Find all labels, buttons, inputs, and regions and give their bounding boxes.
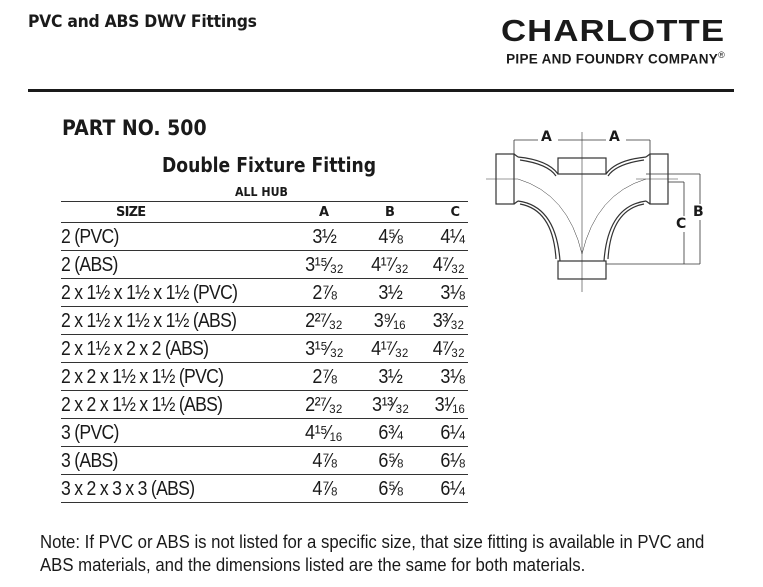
dimension-label-c: C (676, 216, 687, 232)
cell-a: 2²⁷⁄₃₂ (305, 394, 343, 416)
table-row (61, 447, 468, 475)
cell-a: 3¹⁵⁄₃₂ (304, 338, 344, 360)
cell-a: 4⅞ (311, 478, 337, 500)
table-row (61, 307, 468, 335)
cell-a: 3½ (311, 226, 337, 248)
cell-b: 6¾ (377, 422, 403, 444)
cell-c: 3³⁄₃₂ (433, 310, 465, 332)
cell-c: 6⅛ (440, 450, 465, 472)
cell-b: 4⅝ (377, 226, 403, 248)
cell-b: 3⁹⁄₁₆ (374, 310, 406, 332)
cell-c: 6¼ (440, 422, 465, 444)
column-header-size: SIZE (116, 204, 146, 220)
cell-size: 2 (PVC) (61, 226, 119, 248)
cell-size: 3 x 2 x 3 x 3 (ABS) (61, 478, 195, 500)
cell-a: 2⅞ (311, 366, 337, 388)
logo-wordmark: CHARLOTTE (500, 13, 725, 48)
cell-b: 4¹⁷⁄₃₂ (371, 254, 409, 276)
registered-mark: ® (718, 50, 725, 60)
charlotte-logo (500, 13, 725, 68)
cell-c: 3⅛ (440, 366, 465, 388)
cell-a: 3¹⁵⁄₃₂ (304, 254, 344, 276)
table-row (61, 363, 468, 391)
footnote-line-2: ABS materials, and the dimensions listed are the same for both materials. (40, 555, 586, 575)
cell-c: 6¼ (440, 478, 465, 500)
cell-c: 4⁷⁄₃₂ (432, 338, 465, 360)
cell-size: 2 x 2 x 1½ x 1½ (PVC) (61, 366, 224, 388)
cell-size: 2 x 1½ x 1½ x 1½ (PVC) (61, 282, 238, 304)
cell-size: 2 x 1½ x 2 x 2 (ABS) (61, 338, 209, 360)
cell-a: 2²⁷⁄₃₂ (305, 310, 343, 332)
cell-c: 4⁷⁄₃₂ (432, 254, 465, 276)
dimension-label-a-left: A (541, 129, 552, 145)
cell-size: 2 x 1½ x 1½ x 1½ (ABS) (61, 310, 237, 332)
dimensions-table (61, 201, 468, 503)
cell-b: 3¹³⁄₃₂ (371, 394, 409, 416)
cell-size: 2 (ABS) (61, 254, 118, 276)
fitting-title: Double Fixture Fitting (162, 153, 377, 177)
footnote-line-1: Note: If PVC or ABS is not listed for a specific size, that size fitting is available in PVC and (40, 532, 705, 552)
part-number: PART NO. 500 (62, 116, 207, 140)
cell-size: 2 x 2 x 1½ x 1½ (ABS) (61, 394, 223, 416)
fitting-diagram (478, 124, 718, 292)
column-header-c: C (450, 204, 460, 220)
document-title: PVC and ABS DWV Fittings (28, 12, 257, 32)
table-row (61, 475, 468, 503)
logo-tagline (506, 47, 725, 68)
table-row (61, 391, 468, 419)
column-header-a: A (318, 204, 330, 220)
cell-b: 4¹⁷⁄₃₂ (371, 338, 409, 360)
column-header-b: B (385, 204, 395, 220)
header-divider (28, 89, 734, 92)
fitting-subtitle: ALL HUB (235, 184, 288, 199)
cell-a: 2⅞ (311, 282, 337, 304)
cell-b: 6⅝ (377, 450, 403, 472)
cell-b: 3½ (377, 282, 403, 304)
cell-c: 4¼ (440, 226, 465, 248)
cell-size: 3 (ABS) (61, 450, 118, 472)
cell-b: 3½ (377, 366, 403, 388)
logo-tagline-text: PIPE AND FOUNDRY COMPANY (506, 51, 719, 67)
cell-b: 6⅝ (377, 478, 403, 500)
cell-a: 4⅞ (311, 450, 337, 472)
dimension-label-b: B (693, 204, 704, 220)
table-row (61, 419, 468, 447)
table-row (61, 223, 468, 251)
table-row (61, 251, 468, 279)
cell-size: 3 (PVC) (61, 422, 119, 444)
table-row (61, 279, 468, 307)
table-header (61, 201, 468, 223)
cell-c: 3¹⁄₁₆ (434, 394, 465, 416)
cell-a: 4¹⁵⁄₁₆ (305, 422, 343, 444)
footnote (40, 531, 710, 577)
table-row (61, 335, 468, 363)
cell-c: 3⅛ (440, 282, 465, 304)
dimension-label-a-right: A (609, 129, 620, 145)
